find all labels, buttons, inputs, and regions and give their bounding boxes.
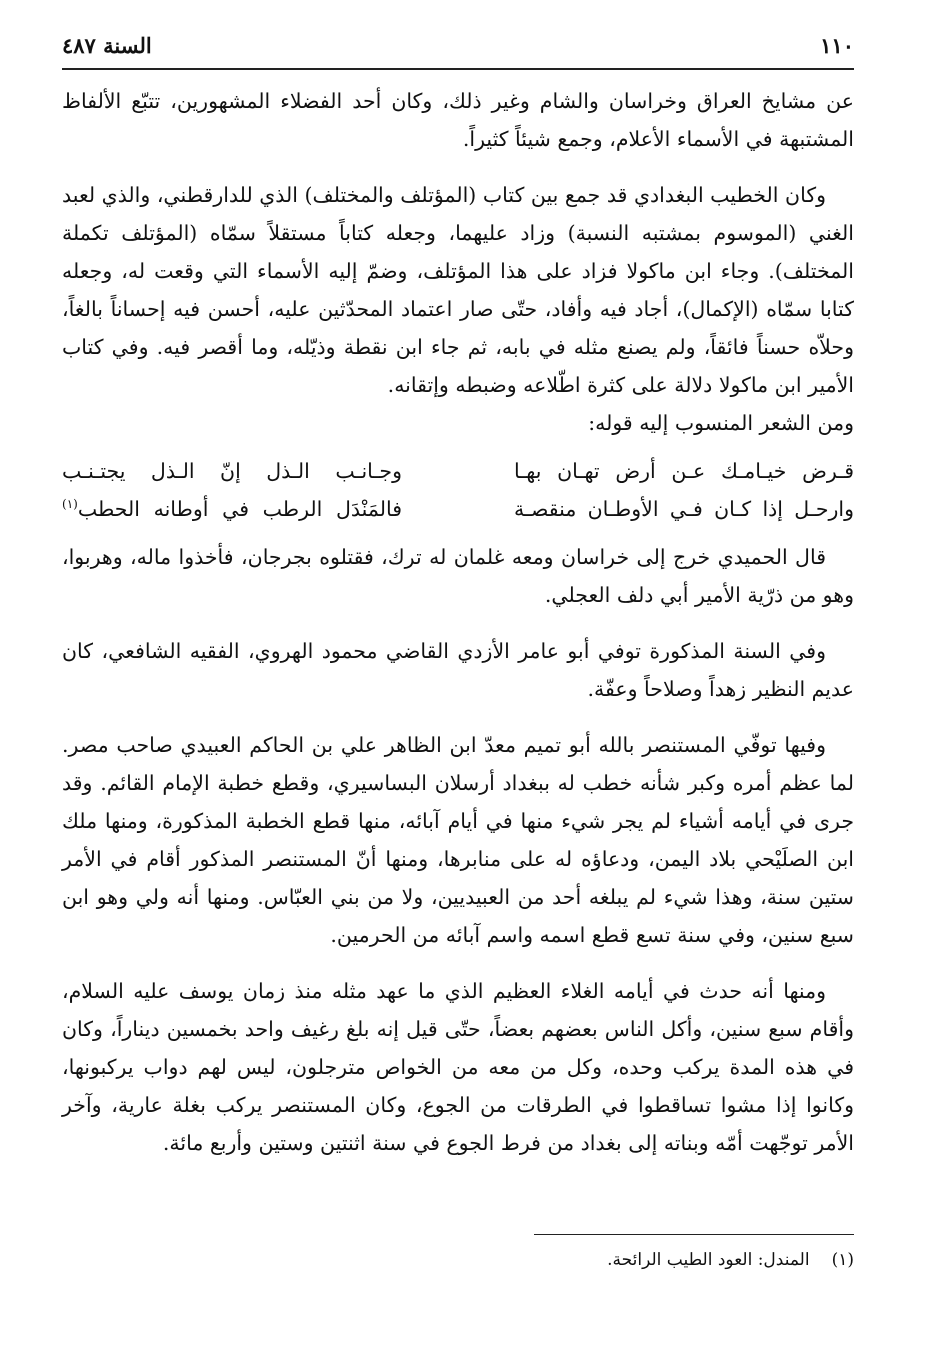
- header-divider: [62, 68, 854, 70]
- paragraph-3: قال الحميدي خرج إلى خراسان ومعه غلمان له ترك، فقتلوه بجرجان، فأخذوا ماله، وهربوا، وهو من ذرّية الأمير أبي دلف العجلي.: [62, 545, 854, 607]
- footnote-number: (١): [831, 1250, 854, 1270]
- page-header: [62, 28, 854, 62]
- poem-verse-2: [62, 490, 854, 528]
- paragraph-2: وكان الخطيب البغدادي قد جمع بين كتاب (المؤتلف والمختلف) الذي للدارقطني، والذي لعبد الغني (الموسوم بمشتبه النسبة) وزاد عليهما، وجعله كتاباً مستقلاً سمّاه (المؤتلف تكملة المختلف). وجاء ابن ماكولا فزاد على هذا المؤتلف، وضمّ إليه الأسماء التي وقعت له، وجعله كتابا سمّاه (الإكمال)، أجاد فيه وأفاد، حتّى صار اعتماد المحدّثين عليه، أحسن فيه إحساناً بالغاً، وحلاّه حسناً فائقاً، ولم يصنع مثله في بابه، ثم جاء ابن نقطة وذيّله، وما أقصر فيه. وفي كتاب الأمير ابن ماكولا دلالة على كثرة اطّلاعه وضبطه وإتقانه.: [62, 183, 854, 397]
- verse-1-second-hemistich: وجـانـب الـذل إنّ الـذل يجتـنـب: [62, 459, 402, 483]
- poem-intro: ومن الشعر المنسوب إليه قوله:: [588, 411, 854, 435]
- book-page: [62, 28, 854, 1328]
- verse-1-first-hemistich: قـرض خيـامـك عـن أرض تهـان بهـا: [514, 459, 854, 483]
- verse-2-second-hemistich: [62, 490, 402, 528]
- paragraph-1: عن مشايخ العراق وخراسان والشام وغير ذلك، وكان أحد الفضلاء المشهورين، تتبّع الألفاظ المشتبهة في الأسماء الأعلام، وجمع شيئاً كثيراً.: [62, 89, 854, 151]
- footnote-reference[interactable]: (١): [62, 497, 78, 512]
- footnote-divider: [534, 1234, 854, 1235]
- poem-verse-1: [62, 452, 854, 490]
- page-number: ١١٠: [820, 32, 854, 58]
- verse-2-first-hemistich: وارحـل إذا كـان فـي الأوطـان منقصـة: [514, 497, 854, 521]
- paragraph-5: وفيها توفّي المستنصر بالله أبو تميم معدّ ابن الظاهر علي بن الحاكم العبيدي صاحب مصر. لما عظم أمره وكبر شأنه خطب له ببغداد أرسلان البساسيري، وقطع خطبة الإمام القائم. وقد جرى في أيامه أشياء لم يجر شيء منها في أيام آبائه، منها قطع الخطبة المذكورة، ومنها ملك ابن الصلَيْحي بلاد اليمن، ودعاؤه له على منابرها، ومنها أنّ المستنصر المذكور أقام في الأمر ستين سنة، وهذا شيء لم يبلغه أحد من العبيديين، ولا من بني العبّاس. ومنها أنه ولي وهو ابن سبع سنين، وفي سنة تسع قطع اسمه واسم آبائه من الحرمين.: [62, 733, 854, 947]
- footnote: [62, 1246, 854, 1274]
- running-head-year: السنة ٤٨٧: [62, 32, 152, 58]
- main-text: [62, 82, 854, 1162]
- poem: [62, 452, 854, 528]
- paragraph-4: وفي السنة المذكورة توفي أبو عامر الأزدي القاضي محمود الهروي، الفقيه الشافعي، كان عديم النظير زهداً وصلاحاً وعفّة.: [62, 639, 854, 701]
- paragraph-6: ومنها أنه حدث في أيامه الغلاء العظيم الذي ما عهد مثله منذ زمان يوسف عليه السلام، وأقام سبع سنين، وأكل الناس بعضهم بعضاً، حتّى قيل إنه بلغ رغيف واحد بخمسين ديناراً، وكان في هذه المدة يركب وحده، وكل من معه من الخواص مترجلون، ليس لهم دواب يركبونها، وكانوا إذا مشوا تساقطوا في الطرقات من الجوع، وكان المستنصر يركب بغلة عارية، وآخر الأمر توجّهت أمّه وبناته إلى بغداد من فرط الجوع في سنة اثنتين وستين وأربع مائة.: [62, 979, 854, 1155]
- footnote-text: المندل: العود الطيب الرائحة.: [607, 1250, 810, 1270]
- verse-2-second-text: فالمَنْدَل الرطب في أوطانه الحطب: [77, 497, 402, 521]
